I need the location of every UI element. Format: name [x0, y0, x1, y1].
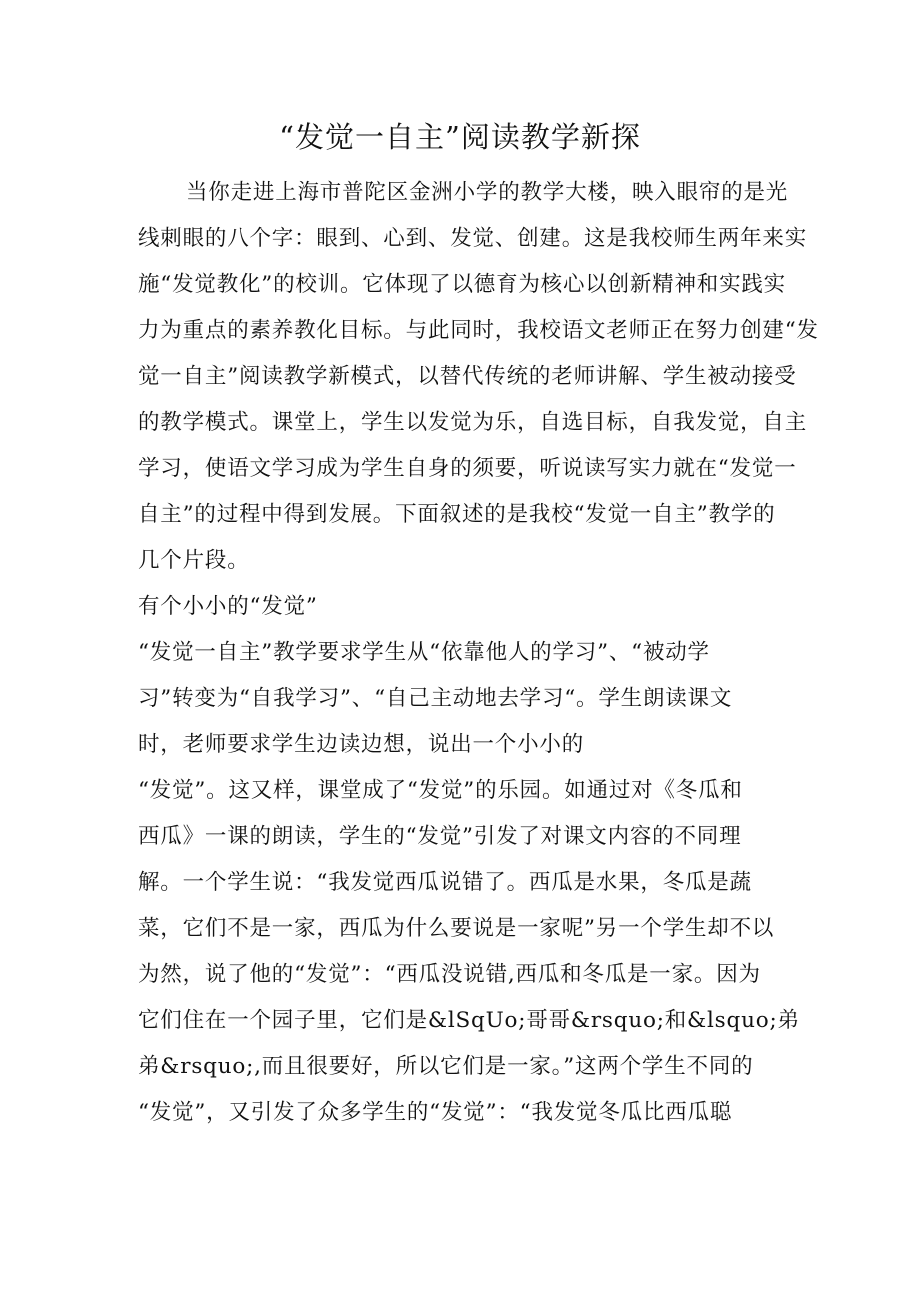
paragraph-line: 的教学模式。课堂上，学生以发觉为乐，自选目标，自我发觉，自主 — [138, 410, 808, 435]
paragraph-line: 西瓜》一课的朗读，学生的“发觉”引发了对课文内容的不同理 — [138, 824, 742, 849]
paragraph-line: 习”转变为“自我学习”、“自己主动地去学习“。学生朗读课文 — [138, 686, 733, 711]
paragraph-line: 弟&rsquo;,而且很要好，所以它们是一家。”这两个学生不同的 — [138, 1054, 754, 1079]
paragraph-line: 学习，使语文学习成为学生自身的须要，听说读写实力就在“发觉一 — [138, 456, 797, 481]
paragraph-line: 解。一个学生说：“我发觉西瓜说错了。西瓜是水果，冬瓜是蔬 — [138, 870, 752, 895]
document-title: “发觉一自主”阅读教学新探 — [279, 120, 641, 154]
paragraph-line: “发觉”。这又样，课堂成了“发觉”的乐园。如通过对《冬瓜和 — [138, 778, 743, 803]
paragraph-line: 它们住在一个园子里，它们是&lSqUo;哥哥&rsquo;和&lsquo;弟 — [138, 1008, 800, 1033]
paragraph-line: “发觉一自主”教学要求学生从“依靠他人的学习”、“被动学 — [138, 640, 710, 665]
paragraph-line: 觉一自主”阅读教学新模式，以替代传统的老师讲解、学生被动接受 — [138, 364, 797, 389]
section-heading: 有个小小的“发觉” — [138, 594, 318, 619]
paragraph-line: “发觉”，又引发了众多学生的“发觉”：“我发觉冬瓜比西瓜聪 — [138, 1100, 733, 1125]
paragraph-line: 为然，说了他的“发觉”：“西瓜没说错,西瓜和冬瓜是一家。因为 — [138, 962, 761, 987]
paragraph-line: 几个片段。 — [138, 548, 250, 573]
paragraph-line: 施“发觉教化”的校训。它体现了以德育为核心以创新精神和实践实 — [138, 272, 786, 297]
paragraph-line: 自主”的过程中得到发展。下面叙述的是我校“发觉一自主”教学的 — [138, 502, 776, 527]
paragraph-line: 力为重点的素养教化目标。与此同时，我校语文老师正在努力创建“发 — [138, 318, 819, 343]
paragraph-line: 线刺眼的八个字：眼到、心到、发觉、创建。这是我校师生两年来实 — [138, 226, 808, 251]
paragraph-line: 菜，它们不是一家，西瓜为什么要说是一家呢”另一个学生却不以 — [138, 916, 775, 941]
paragraph-line: 时，老师要求学生边读边想，说出一个小小的 — [138, 732, 585, 757]
document-body — [138, 170, 819, 1136]
paragraph-line: 当你走进上海市普陀区金洲小学的教学大楼，映入眼帘的是光 — [186, 180, 789, 205]
